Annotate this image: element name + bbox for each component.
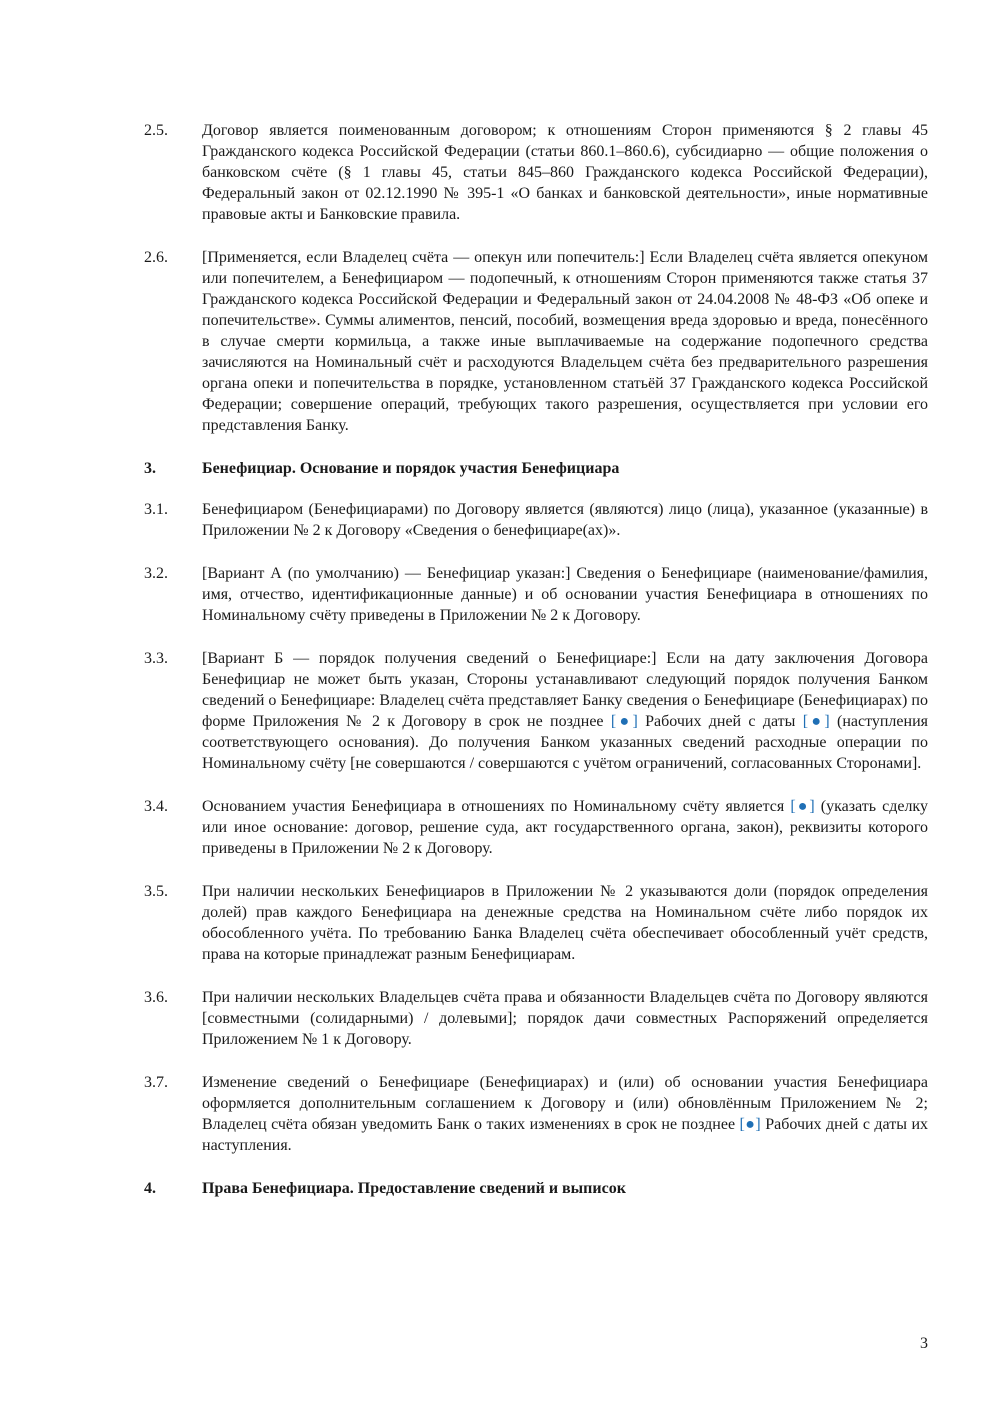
clause-3-4 xyxy=(144,796,928,859)
clause-2-6 xyxy=(144,247,928,436)
clause-3-1 xyxy=(144,499,928,541)
clause-number: 3.6. xyxy=(144,989,168,1006)
section-title: Бенефициар. Основание и порядок участия Бенефициара xyxy=(202,460,620,477)
placeholder-marker: [●] xyxy=(790,798,815,815)
clause-text: Изменение сведений о Бенефициаре (Бенефициарах) и (или) об основании участия Бенефициара оформляется дополнительным соглашением к Договору и (или) обновлённым Приложением № 2; Владелец счёта обязан уведомить Банк о таких изменениях в срок не позднее [●] Рабочих дней с даты их наступления. xyxy=(202,1074,929,1154)
clause-text: [Вариант А (по умолчанию) — Бенефициар указан:] Сведения о Бенефициаре (наименование/фамилия, имя, отчество, идентификационные данные) и об основании участия Бенефициара в отношениях по Номинальному счёту приведены в Приложении № 2 к Договору. xyxy=(202,565,928,624)
section-number: 3. xyxy=(144,460,156,477)
clause-3-6 xyxy=(144,987,928,1050)
clause-3-3 xyxy=(144,648,928,774)
placeholder-marker: [●] xyxy=(610,713,638,730)
placeholder-marker: [●] xyxy=(739,1116,761,1133)
clause-3-7 xyxy=(144,1072,928,1156)
section-number: 4. xyxy=(144,1180,156,1197)
section-heading-4 xyxy=(144,1178,928,1199)
clause-number: 3.4. xyxy=(144,798,168,815)
section-heading-3 xyxy=(144,458,928,479)
clause-number: 3.7. xyxy=(144,1074,168,1091)
document-body xyxy=(144,120,928,1219)
clause-text: [Применяется, если Владелец счёта — опекун или попечитель:] Если Владелец счёта является опекуном или попечителем, а Бенефициаром — подопечный, к отношениям Сторон применяются также статья 37 Гражданского кодекса Российской Федерации и Федеральный закон от 24.04.2008 № 48-ФЗ «Об опеке и попечительстве». Суммы алиментов, пенсий, пособий, возмещения вреда здоровью и вреда, понесённого в случае смерти кормильца, а также иные выплачиваемые на содержание подопечного средства зачисляются на Номинальный счёт и расходуются Владельцем счёта без предварительного разрешения органа опеки и попечительства в порядке, установленном статьёй 37 Гражданского кодекса Российской Федерации; совершение операций, требующих такого разрешения, осуществляется при условии его представления Банку. xyxy=(202,249,928,434)
clause-3-5 xyxy=(144,881,928,965)
clause-text: Бенефициаром (Бенефициарами) по Договору является (являются) лицо (лица), указанное (указанные) в Приложении № 2 к Договору «Сведения о бенефициаре(ах)». xyxy=(202,501,928,539)
clause-3-2 xyxy=(144,563,928,626)
clause-text: При наличии нескольких Владельцев счёта права и обязанности Владельцев счёта по Договору являются [совместными (солидарными) / долевыми]; порядок дачи совместных Распоряжений определяется Приложением № 1 к Договору. xyxy=(202,989,928,1048)
clause-text: Основанием участия Бенефициара в отношениях по Номинальному счёту является [●] (указать сделку или иное основание: договор, решение суда, акт государственного органа, закон), реквизиты которого приведены в Приложении № 2 к Договору. xyxy=(202,798,928,857)
clause-number: 3.5. xyxy=(144,883,168,900)
clause-text: Договор является поименованным договором; к отношениям Сторон применяются § 2 главы 45 Гражданского кодекса Российской Федерации (статьи 860.1–860.6), субсидиарно — общие положения о банковском счёте (§ 1 главы 45, статьи 845–860 Гражданского кодекса Российской Федерации), Федеральный закон от 02.12.1990 № 395-1 «О банках и банковской деятельности», иные нормативные правовые акты и Банковские правила. xyxy=(202,122,928,223)
clause-text: [Вариант Б — порядок получения сведений о Бенефициаре:] Если на дату заключения Договора Бенефициар не может быть указан, Стороны устанавливают следующий порядок получения Банком сведений о Бенефициаре: Владелец счёта представляет Банку сведения о Бенефициаре (Бенефициарах) по форме Приложения № 2 к Договору в срок не позднее [●] Рабочих дней с даты [●] (наступления соответствующего основания). До получения Банком указанных сведений расходные операции по Номинальному счёту [не совершаются / совершаются с учётом ограничений, согласованных Сторонами]. xyxy=(202,650,929,772)
section-title: Права Бенефициара. Предоставление сведений и выписок xyxy=(202,1180,626,1197)
clause-number: 3.1. xyxy=(144,501,168,518)
clause-number: 3.2. xyxy=(144,565,168,582)
clause-number: 2.6. xyxy=(144,249,168,266)
clause-2-5 xyxy=(144,120,928,225)
clause-text: При наличии нескольких Бенефициаров в Приложении № 2 указываются доли (порядок определения долей) прав каждого Бенефициара на денежные средства на Номинальном счёте либо порядок их обособленного учёта. По требованию Банка Владелец счёта обеспечивает обособленный учёт средств, права на которые принадлежат разным Бенефициарам. xyxy=(202,883,928,963)
page-number: 3 xyxy=(920,1335,928,1352)
placeholder-marker: [●] xyxy=(802,713,830,730)
clause-number: 3.3. xyxy=(144,650,168,667)
clause-number: 2.5. xyxy=(144,122,168,139)
